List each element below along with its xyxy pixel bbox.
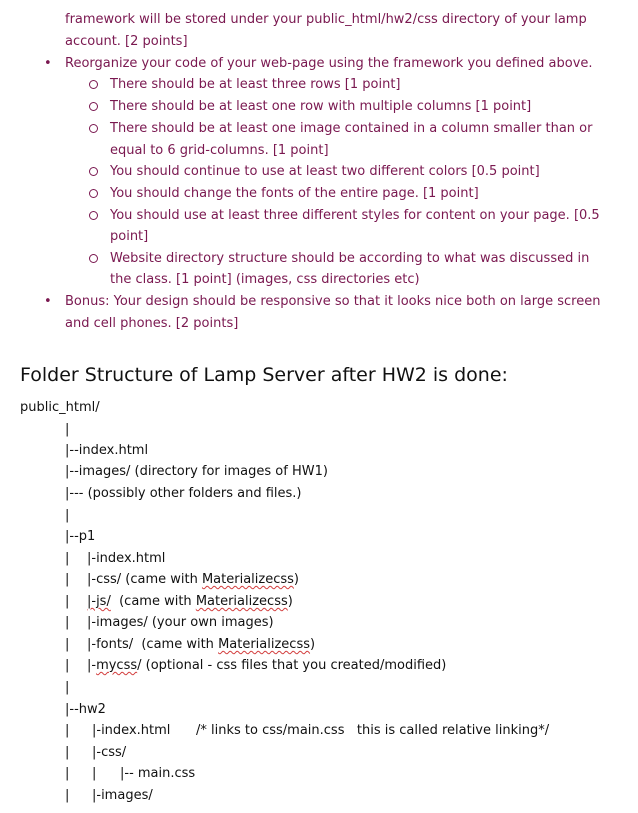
circle-bullet-6 <box>89 211 98 220</box>
sub-item-6-line-1: You should use at least three different styles for content on your page. [0.5 <box>110 208 600 223</box>
tree-hw2-comment: /* links to css/main.css this is called relative linking*/ <box>196 723 550 738</box>
materialize-word: Materializecss <box>201 572 294 587</box>
tree-other-files: |--- (possibly other folders and files.) <box>65 486 302 501</box>
tree-pipe: | <box>65 572 70 587</box>
tree-pipe: | <box>65 551 70 566</box>
close-paren: ) <box>293 572 299 587</box>
materialize-word: Materializecss <box>195 594 288 609</box>
bonus-line-2: and cell phones. [2 points] <box>65 316 239 331</box>
sub-item-7-line-1: Website directory structure should be according to what was discussed in <box>110 251 590 266</box>
tree-hw2-images: |-images/ <box>92 788 153 803</box>
sub-item-7-line-2: the class. [1 point] (images, css directories etc) <box>110 272 420 287</box>
p1-js-text: (came with <box>110 594 196 609</box>
tree-hw2-index: |-index.html <box>92 723 171 738</box>
tree-pipe: | <box>65 615 70 630</box>
materialize-word: Materializecss <box>218 637 311 652</box>
sub-item-2: There should be at least one row with multiple columns [1 point] <box>110 99 532 114</box>
tree-pipe: | <box>65 594 70 609</box>
tree-pipe: | <box>65 508 70 523</box>
tree-pipe: | <box>65 788 70 803</box>
sub-item-3-line-2: equal to 6 grid-columns. [1 point] <box>110 143 329 158</box>
circle-bullet-2 <box>89 102 98 111</box>
bonus-line-1: Bonus: Your design should be responsive so that it looks nice both on large screen <box>65 294 601 309</box>
tree-p1-css <box>87 570 299 590</box>
tree-p1: |--p1 <box>65 529 96 544</box>
reorganize-text: Reorganize your code of your web-page using the framework you defined above. <box>65 56 593 71</box>
circle-bullet-4 <box>89 167 98 176</box>
tree-root: public_html/ <box>20 400 100 415</box>
bullet-bonus: • <box>44 294 52 309</box>
bullet-reorganize: • <box>44 56 52 71</box>
tree-pipe: | <box>65 422 70 437</box>
sub-item-1: There should be at least three rows [1 point] <box>110 77 401 92</box>
tree-p1-mycss <box>87 656 446 676</box>
tree-images-hw1: |--images/ (directory for images of HW1) <box>65 464 328 479</box>
sub-item-5: You should change the fonts of the entire page. [1 point] <box>110 186 479 201</box>
close-paren: ) <box>287 594 293 609</box>
p1-mycss-post: / (optional - css files that you created/modified) <box>137 658 447 673</box>
circle-bullet-5 <box>89 189 98 198</box>
circle-bullet-1 <box>89 80 98 89</box>
p1-mycss-pre: |- <box>87 658 97 673</box>
p1-css-text: |-css/ (came with <box>87 572 202 587</box>
tree-pipe: | <box>65 723 70 738</box>
framework-line-2: account. [2 points] <box>65 34 188 49</box>
tree-hw2: |--hw2 <box>65 702 106 717</box>
tree-pipe: | <box>65 745 70 760</box>
tree-pipe: | <box>65 637 70 652</box>
circle-bullet-7 <box>89 254 98 263</box>
js-folder: |-js/ <box>87 594 111 609</box>
tree-index-html: |--index.html <box>65 443 149 458</box>
sub-item-4: You should continue to use at least two different colors [0.5 point] <box>110 164 540 179</box>
mycss-word: mycss <box>96 658 138 673</box>
tree-hw2-css: |-css/ <box>92 745 127 760</box>
tree-p1-js <box>87 592 293 612</box>
tree-main-css: |-- main.css <box>120 766 196 781</box>
circle-bullet-3 <box>89 124 98 133</box>
sub-item-3-line-1: There should be at least one image contained in a column smaller than or <box>110 121 593 136</box>
close-paren: ) <box>310 637 316 652</box>
tree-p1-fonts <box>87 635 315 655</box>
tree-pipe: | <box>65 680 70 695</box>
tree-p1-images: |-images/ (your own images) <box>87 615 274 630</box>
p1-fonts-text: |-fonts/ (came with <box>87 637 219 652</box>
sub-item-6-line-2: point] <box>110 229 149 244</box>
tree-p1-index: |-index.html <box>87 551 166 566</box>
tree-pipe: | <box>92 766 97 781</box>
tree-pipe: | <box>65 766 70 781</box>
tree-pipe: | <box>65 658 70 673</box>
framework-line-1: framework will be stored under your public_html/hw2/css directory of your lamp <box>65 12 587 27</box>
folder-structure-heading: Folder Structure of Lamp Server after HW2 is done: <box>20 364 508 386</box>
